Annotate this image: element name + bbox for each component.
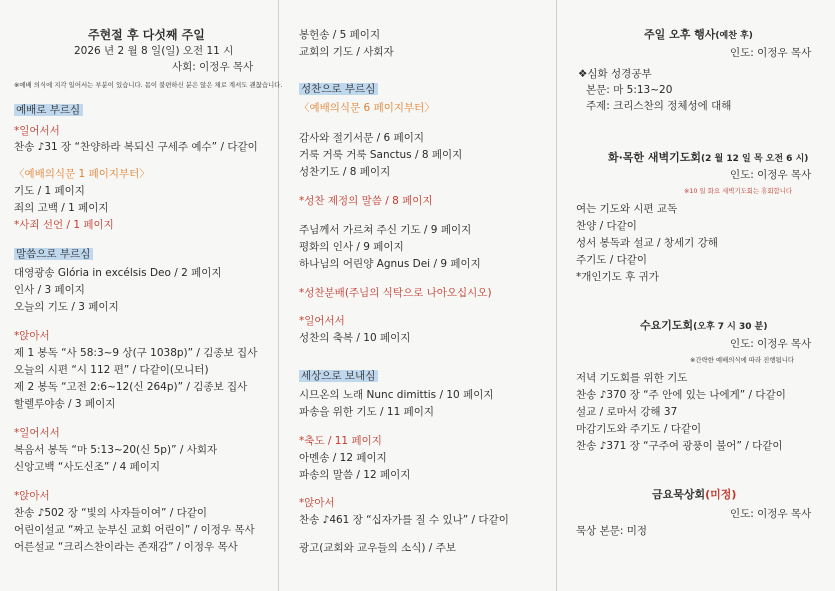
wed-when: (오후 7 시 30 분) <box>693 322 768 332</box>
dawn-title: 화·목한 새벽기도회 <box>608 151 702 164</box>
dawn-item: 찬양 / 다같이 <box>576 220 637 232</box>
afternoon-leader: 인도: 이정우 목사 <box>730 47 812 59</box>
wed-note: ※간략한 예배의식에 따라 진행됩니다 <box>690 356 795 364</box>
order-item-peace: 평화의 인사 / 9 페이지 <box>299 241 404 253</box>
wed-item: 설교 / 로마서 강해 37 <box>576 406 678 418</box>
order-item-offering: 봉헌송 / 5 페이지 <box>299 29 381 41</box>
order-item-reading-2: 제 2 봉독 “고전 2:6~12(신 264p)” / 김종보 집사 <box>14 381 248 393</box>
afternoon-tag: (예찬 후) <box>715 31 753 41</box>
dawn-note: ※10 일 화요 새벽기도회는 휴회합니다 <box>684 187 793 195</box>
order-item-agnus-dei: 하나님의 어린양 Agnus Dei / 9 페이지 <box>299 258 481 270</box>
wed-heading <box>640 319 767 334</box>
order-item-distribution: *성찬분배(주님의 식탁으로 나아오십시오) <box>299 287 492 299</box>
order-item-reading-1: 제 1 봉독 “사 58:3~9 상(구 1038p)” / 김종보 집사 <box>14 347 258 359</box>
order-item-nunc-dimittis: 시므온의 노래 Nunc dimittis / 10 페이지 <box>299 389 494 401</box>
afternoon-title: 주일 오후 행사 <box>644 28 716 41</box>
fri-text: 묵상 본문: 미정 <box>576 525 648 537</box>
rubric-sit: *앉아서 <box>14 330 50 342</box>
wed-leader: 인도: 이정우 목사 <box>730 338 812 350</box>
order-item-sermon: 어른설교 “크리스찬이라는 존재감” / 이정우 목사 <box>14 541 238 553</box>
wed-item: 마감기도와 주기도 / 다같이 <box>576 423 702 435</box>
service-note: ※예배 의식에 지각 일어서는 부분이 있습니다. 몸이 불편하신 분은 앉은 채로 계셔도 괜찮습니다. <box>14 81 283 89</box>
fri-heading <box>652 488 736 502</box>
order-item-prayer: 기도 / 1 페이지 <box>14 185 85 197</box>
wed-item: 저녁 기도회를 위한 기도 <box>576 372 688 384</box>
service-datetime: 2026 년 2 월 8 일(일) 오전 11 시 <box>74 45 234 57</box>
dawn-heading <box>608 151 808 166</box>
dawn-when: (2 월 12 일 목 오전 6 시) <box>701 154 809 164</box>
order-item-collect: 오늘의 기도 / 3 페이지 <box>14 301 119 313</box>
order-item-absolution: *사죄 선언 / 1 페이지 <box>14 219 114 231</box>
order-item-lords-prayer: 주님께서 가르쳐 주신 기도 / 9 페이지 <box>299 224 472 236</box>
order-item-creed: 신앙고백 “사도신조” / 4 페이지 <box>14 461 161 473</box>
order-item-sending-word: 파송의 말씀 / 12 페이지 <box>299 469 411 481</box>
wed-item: 찬송 ♪371 장 “구주여 광풍이 불어” / 다같이 <box>576 440 783 452</box>
study-topic: 주제: 크리스찬의 정체성에 대해 <box>586 100 732 112</box>
order-item-alleluia: 할렐루야송 / 3 페이지 <box>14 398 116 410</box>
order-item-benediction: *축도 / 11 페이지 <box>299 435 382 447</box>
afternoon-heading <box>644 28 753 43</box>
section-header-word <box>14 247 93 261</box>
fri-tag: (미정) <box>705 488 737 501</box>
section-header-sending <box>299 369 378 383</box>
order-item-gospel: 복음서 봉독 “마 5:13~20(신 5p)” / 사회자 <box>14 444 218 456</box>
section-label: 세상으로 보내심 <box>299 370 378 382</box>
liturgy-reference: 〈예배의식문 6 페이지부터〉 <box>299 102 435 114</box>
order-item-hymn: 찬송 ♪31 장 “찬양하라 복되신 구세주 예수” / 다같이 <box>14 141 258 153</box>
panel-left <box>14 0 283 591</box>
study-title: ❖심화 성경공부 <box>578 68 652 80</box>
section-label: 말씀으로 부르심 <box>14 248 93 260</box>
order-item-hymn: 찬송 ♪502 장 “빛의 사자들이여” / 다같이 <box>14 507 208 519</box>
order-item-gloria: 대영광송 Glória in excélsis Deo / 2 페이지 <box>14 267 222 279</box>
dawn-item: *개인기도 후 귀가 <box>576 271 659 283</box>
order-item-children-sermon: 어린이설교 “짜고 눈부신 교회 어린이” / 이정우 목사 <box>14 524 255 536</box>
order-item-communion-blessing: 성찬의 축복 / 10 페이지 <box>299 332 411 344</box>
order-item-sending-prayer: 파송을 위한 기도 / 11 페이지 <box>299 406 435 418</box>
order-item-amen: 아멘송 / 12 페이지 <box>299 452 387 464</box>
order-item-announcements: 광고(교회와 교우들의 소식) / 주보 <box>299 542 456 554</box>
section-label: 예배로 부르심 <box>14 104 83 116</box>
order-item-hymn: 찬송 ♪461 장 “십자가를 질 수 있나” / 다같이 <box>299 514 509 526</box>
rubric-sit: *앉아서 <box>14 490 50 502</box>
section-header-call-to-worship <box>14 103 83 117</box>
fri-leader: 인도: 이정우 목사 <box>730 508 812 520</box>
rubric-sit: *앉아서 <box>299 497 335 509</box>
service-title: 주현절 후 다섯째 주일 <box>88 28 205 42</box>
dawn-item: 성서 봉독과 설교 / 창세기 강해 <box>576 237 718 249</box>
order-item-sanctus: 거룩 거룩 거룩 Sanctus / 8 페이지 <box>299 149 463 161</box>
order-item-words-of-institution: *성찬 제정의 말씀 / 8 페이지 <box>299 195 433 207</box>
liturgy-reference: 〈예배의식문 1 페이지부터〉 <box>14 168 150 180</box>
panel-middle <box>299 0 554 591</box>
fri-title: 금요묵상회 <box>652 488 706 501</box>
panel-right <box>576 0 822 591</box>
order-item-eucharist-prayer: 성찬기도 / 8 페이지 <box>299 166 391 178</box>
order-item-confession: 죄의 고백 / 1 페이지 <box>14 202 109 214</box>
study-passage: 본문: 마 5:13~20 <box>586 84 673 96</box>
rubric-stand: *일어서서 <box>14 125 60 137</box>
wed-title: 수요기도회 <box>640 319 694 332</box>
order-item-intercession: 교회의 기도 / 사회자 <box>299 46 394 58</box>
service-presider: 사회: 이정우 목사 <box>172 61 254 73</box>
rubric-stand: *일어서서 <box>299 315 345 327</box>
order-item-greeting: 인사 / 3 페이지 <box>14 284 85 296</box>
fold-line-right <box>556 0 557 591</box>
order-item-thanksgiving: 감사와 절기서문 / 6 페이지 <box>299 132 424 144</box>
section-label: 성찬으로 부르심 <box>299 83 378 95</box>
dawn-item: 주기도 / 다같이 <box>576 254 648 266</box>
dawn-item: 여는 기도와 시편 교독 <box>576 203 678 215</box>
order-item-psalm: 오늘의 시편 “시 112 편” / 다같이(모니터) <box>14 364 209 376</box>
rubric-stand: *일어서서 <box>14 427 60 439</box>
dawn-leader: 인도: 이정우 목사 <box>730 169 812 181</box>
section-header-sacrament <box>299 82 378 96</box>
wed-item: 찬송 ♪370 장 “주 안에 있는 나에게” / 다같이 <box>576 389 786 401</box>
